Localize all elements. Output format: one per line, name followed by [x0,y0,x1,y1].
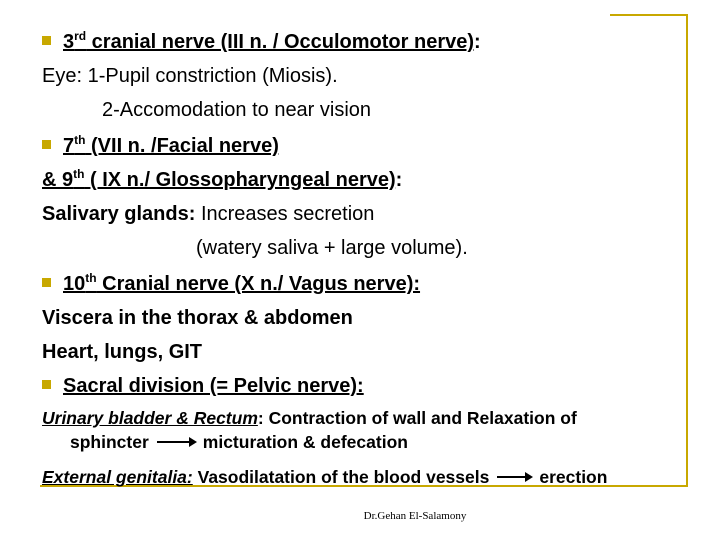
frame-right-border [686,14,688,486]
urinary-bladder-line: Urinary bladder & Rectum: Contraction of wall and Relaxation of [42,408,577,428]
square-bullet-icon [42,36,51,45]
footer-author: Dr.Gehan El-Salamony [363,510,467,522]
square-bullet-icon [42,278,51,287]
facial-heading: 7th (VII n. /Facial nerve) [42,132,279,160]
sacral-heading: Sacral division (= Pelvic nerve): [42,372,364,400]
eye-line: Eye: 1-Pupil constriction (Miosis). [42,65,338,87]
heart-lungs-line: Heart, lungs, GIT [42,341,203,363]
square-bullet-icon [42,380,51,389]
glossopharyngeal-heading: & 9th ( IX n./ Glossopharyngeal nerve): [42,167,403,191]
arrow-right-icon [157,441,195,443]
external-genitalia-line: External genitalia: Vasodilatation of the blood vessels erection [42,467,608,487]
square-bullet-icon [42,140,51,149]
frame-top-border [610,14,688,16]
salivary-line: Salivary glands: Increases secretion [42,203,375,225]
viscera-line: Viscera in the thorax & abdomen [42,307,353,329]
arrow-right-icon [497,476,531,478]
oculomotor-heading: 3rd cranial nerve (III n. / Occulomotor nerve): [42,28,481,56]
salivary-detail: (watery saliva + large volume). [196,237,468,259]
sphincter-line: sphincter micturation & defecation [70,432,408,452]
eye-item-2: 2-Accomodation to near vision [102,99,372,121]
vagus-heading: 10th Cranial nerve (X n./ Vagus nerve): [42,270,420,298]
